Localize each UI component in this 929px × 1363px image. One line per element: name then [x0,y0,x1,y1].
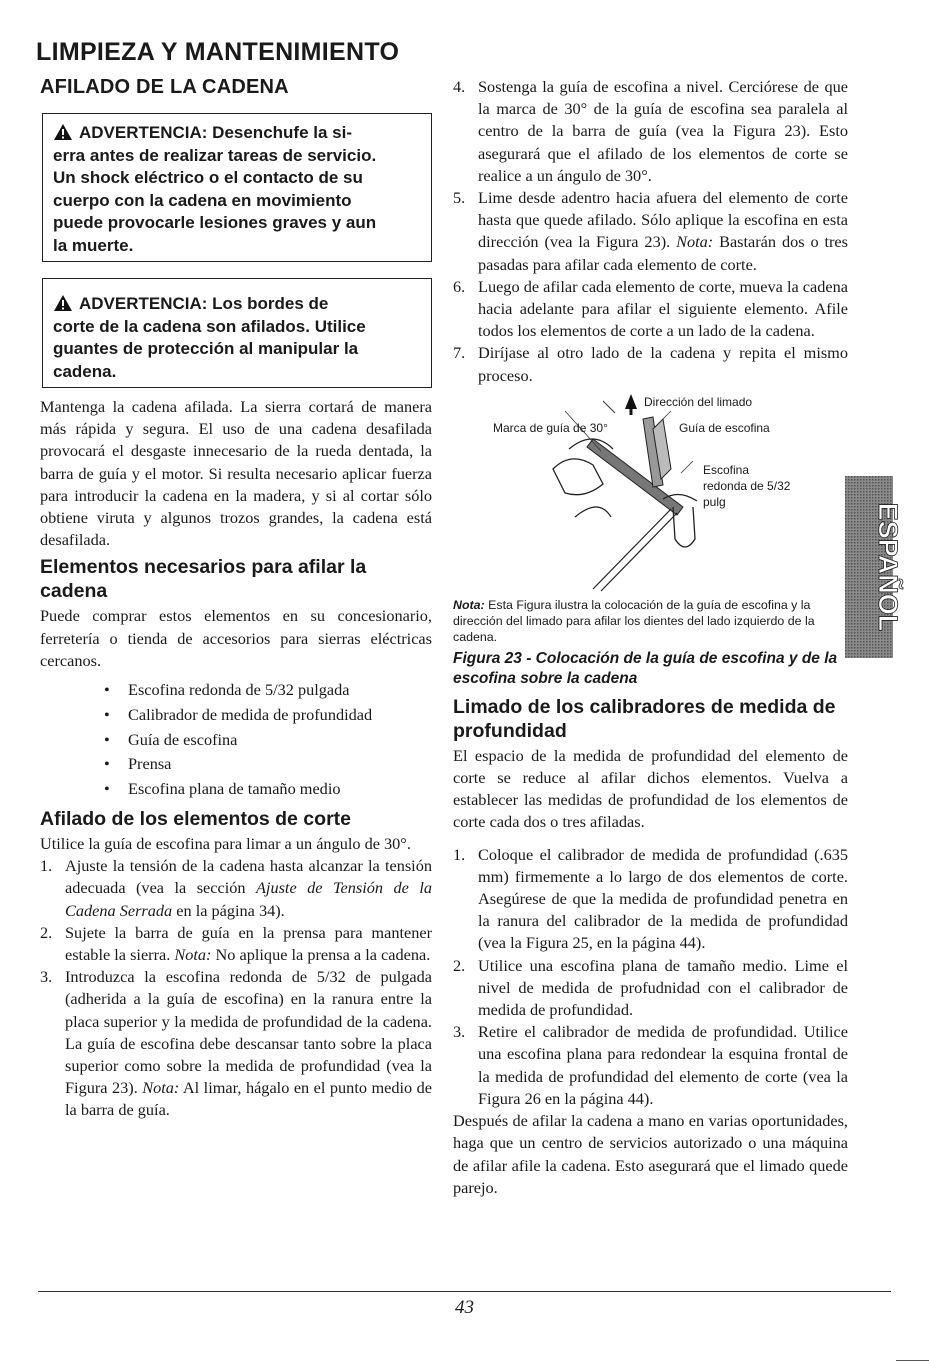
language-tab-graphic [845,476,903,658]
cutting-steps [40,855,432,1121]
warning1-line-6: la muerte. [53,235,134,255]
list-item: 4. Sostenga la guía de escofina a nivel. Cerciórese de que la marca de 30° de la guía de escofina sea paralela al centro de la barra de guía (vea la Figura 23). Esto asegurará que el afilado de los elementos de corte se realice a un ángulo de 30°. [453,77,848,185]
label-file-1: Escofina [703,462,750,477]
list-item: 6. Luego de afilar cada elemento de corte, mueva la cadena hacia adelante para afilar el siguiente elemento. Afile todos los elementos de corte a un lado de la cadena. [453,276,848,341]
list-item: 5. Lime desde adentro hacia afuera del elemento de corte hasta que quede afilado. Sólo aplique la escofina en esta dirección (vea la Figura 23). Nota: Bastarán dos o tres pasadas para afilar cada elemento de corte. [453,188,848,274]
right-column [453,76,848,1199]
left-column [40,76,432,1122]
list-item: • Escofina redonda de 5/32 pulgada [128,678,432,702]
list-item: • Escofina plana de tamaño medio [128,777,432,801]
page-title: LIMPIEZA Y MANTENIMIENTO [36,38,400,66]
elements-heading: Elementos necesarios para afilar la cadena [40,556,367,603]
bullet-icon: • [104,779,110,799]
bullet-icon: • [104,754,110,774]
list-item: 2. Utilice una escofina plana de tamaño medio. Lime el nivel de medida de profudnidad con el calibrador de medida de profundidad. [453,955,848,1020]
warning-triangle-icon [53,123,73,141]
side-tab-label: ESPAÑOL [873,502,903,632]
label-file-guide: Guía de escofina [679,420,770,435]
corner-mark [896,1360,929,1361]
page-number: 43 [455,1297,474,1318]
list-item: 2. Sujete la barra de guía en la prensa para mantener estable la sierra. Nota: No aplique la prensa a la cadena. [40,922,432,965]
figure-note: Nota: Esta Figura ilustra la colocación de la guía de escofina y la dirección del limado para afilar los dientes del lado izquierdo de la cadena. [453,597,815,644]
closing-paragraph: Después de afilar la cadena a mano en varias oportunidades, haga que un centro de servicios autorizado o una máquina de afilar afile la cadena. Esto asegurará que el limado quede parejo. [453,1111,848,1197]
warning1-line-3: Un shock eléctrico o el contacto de su [53,168,363,187]
list-item: 1. Coloque el calibrador de medida de profundidad (.635 mm) firmemente a lo largo de dos elementos de corte. Asegúrese de que la medida de profundidad penetra en la ranura del calibrador de la medida de profundidad (vea la Figura 25, en la página 44). [453,844,848,953]
depth-steps [453,844,848,1110]
cutting-steps-continued [453,76,848,387]
warning1-line-4: cuerpo con la cadena en movimiento [53,190,352,210]
list-item: 7. Diríjase al otro lado de la cadena y repita el mismo proceso. [453,343,848,385]
warning-triangle-icon [53,294,73,312]
label-direction: Dirección del limado [644,394,753,409]
elements-intro: Puede comprar estos elementos en su concesionario, ferretería o tienda de accesorios para sierras eléctricas cercanos. [40,606,432,670]
intro-paragraph: Mantenga la cadena afilada. La sierra cortará de manera más rápida y segura. El uso de una cadena desafilada provocará el desgaste innecesario de la rueda dentada, la barra de guía y el motor. Si resulta necesario aplicar fuerza para introducir la cadena en la madera, y si al cortar sólo obtiene viruta y algunos trozos grandes, la cadena está desafilada. [40,397,432,550]
list-item: • Prensa [128,752,432,776]
warning-box-unplug [42,113,432,262]
warning2-line-2: corte de la cadena son afilados. Utilice [53,316,366,336]
elements-list [40,678,432,801]
warning2-line-1: ADVERTENCIA: Los bordes de [53,293,425,316]
bullet-icon: • [104,680,110,700]
list-item: • Calibrador de medida de profundidad [128,703,432,727]
cutting-intro: Utilice la guía de escofina para limar a un ángulo de 30°. [40,834,411,854]
label-file-3: pulg [703,494,726,509]
label-30-mark: Marca de guía de 30° [493,420,608,435]
bullet-icon: • [104,729,110,749]
depth-intro: El espacio de la medida de profundidad del elemento de corte se reduce al afilar dichos elementos. Vuelva a establecer las medidas de profundidad de los elementos de corte cada dos o tres afiladas. [453,745,848,832]
list-item: 3. Introduzca la escofina redonda de 5/32 de pulgada (adherida a la guía de escofina) en la ranura entre la placa superior y la medida de profundidad de la cadena. La guía de escofina debe descansar tanto sobre la placa superior como sobre la medida de profundidad (vea la Figura 23). Nota: Al limar, hágalo en el punto medio de la barra de guía. [40,967,433,1120]
warning1-line-1: ADVERTENCIA: Desenchufe la si- [53,122,425,145]
list-item: 3. Retire el calibrador de medida de profundidad. Utilice una escofina plana para redondear la esquina frontal de la medida de profundidad del elemento de corte (vea la Figura 26 en la página 44). [453,1022,848,1108]
figure-23-diagram [453,389,848,597]
figure-title: Figura 23 - Colocación de la guía de escofina y de la escofina sobre la cadena [453,649,838,687]
label-file-2: redonda de 5/32 [703,478,791,493]
cutting-heading: Afilado de los elementos de corte [40,808,351,831]
warning1-line-5: puede provocarle lesiones graves y aun [53,213,377,232]
depth-heading: Limado de los calibradores de medida de profundidad [453,695,836,742]
footer-divider [38,1291,891,1292]
direction-arrow-icon [625,394,637,409]
language-side-tab [845,476,903,658]
section-title: AFILADO DE LA CADENA [40,76,289,98]
warning2-line-3: guantes de protección al manipular la [53,339,359,358]
bullet-icon: • [104,704,110,724]
warning-box-sharp-edges [42,278,432,388]
list-item: 1. Ajuste la tensión de la cadena hasta alcanzar la tensión adecuada (vea la sección Ajuste de Tensión de la Cadena Serrada en la página 34). [40,856,432,920]
warning1-line-2: erra antes de realizar tareas de servicio. [53,145,377,165]
list-item: • Guía de escofina [128,728,432,752]
warning2-line-4: cadena. [53,361,117,381]
